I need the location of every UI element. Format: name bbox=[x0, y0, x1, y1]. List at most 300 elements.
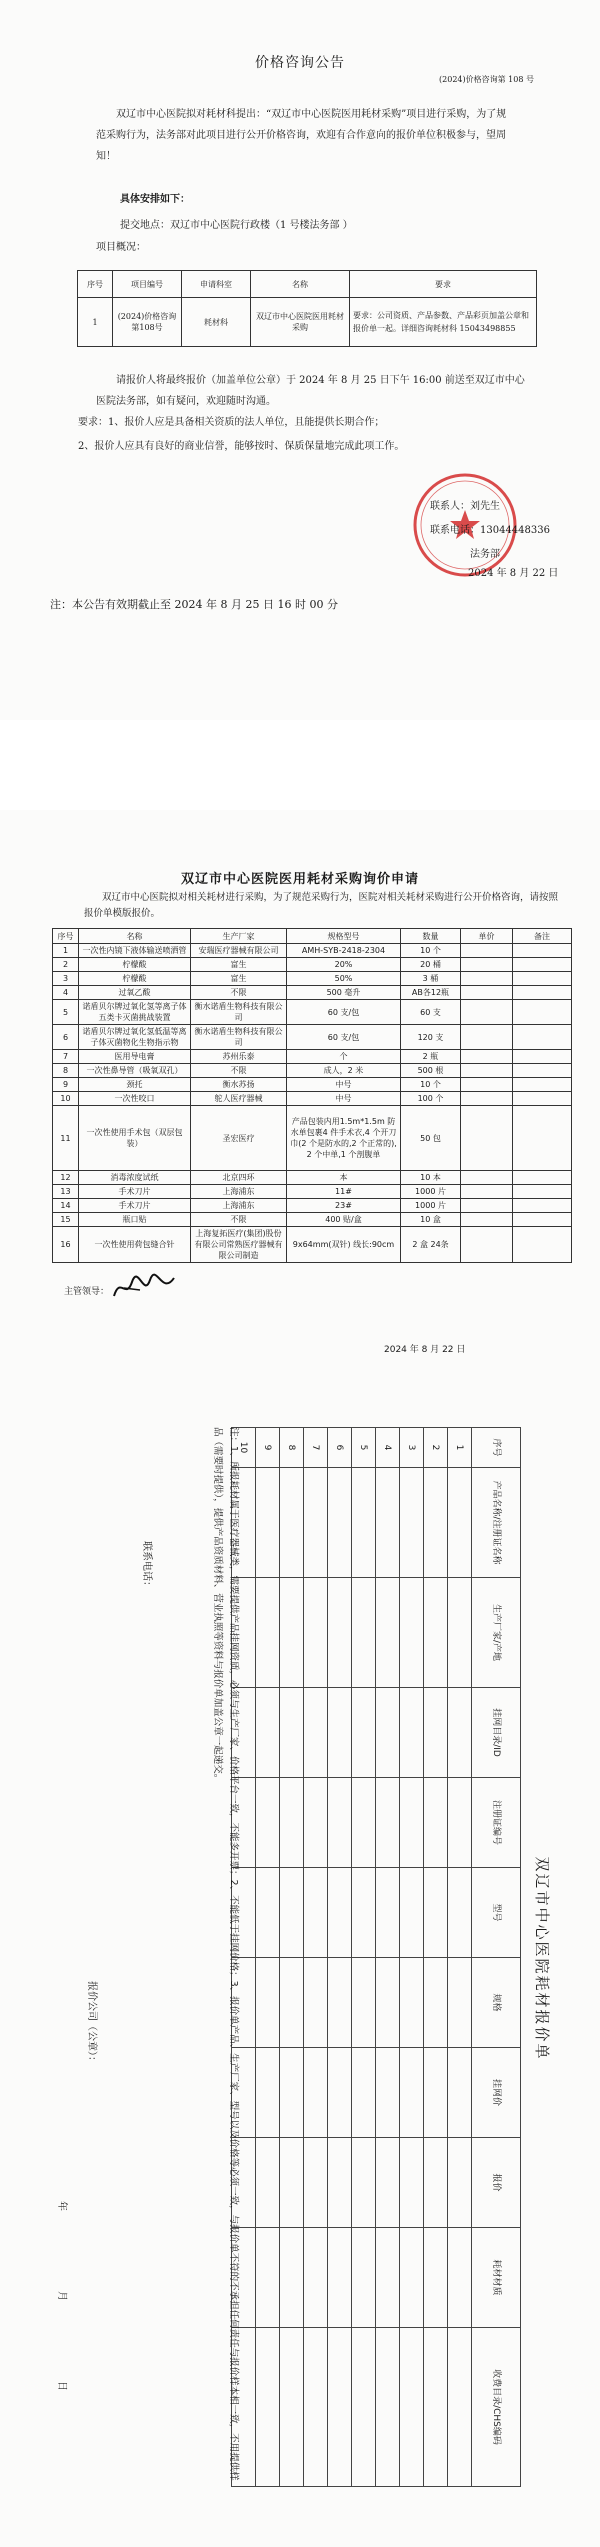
project-table bbox=[77, 270, 537, 347]
cell-empty bbox=[424, 1958, 448, 2048]
cell-no: 1 bbox=[53, 944, 79, 958]
cell-empty bbox=[304, 2048, 328, 2138]
table-row bbox=[53, 1171, 572, 1185]
cell-empty bbox=[376, 1688, 400, 1778]
cell-qty: 10 个 bbox=[401, 944, 461, 958]
cell-name: 一次性内镜下液体输送喷洒管 bbox=[79, 944, 191, 958]
header-cell: 备注 bbox=[513, 929, 572, 944]
cell-maker: 不限 bbox=[191, 986, 287, 1000]
cell-note bbox=[513, 1185, 572, 1199]
cell-empty bbox=[352, 2228, 376, 2328]
cell-no: 14 bbox=[53, 1199, 79, 1213]
cell-empty bbox=[376, 1778, 400, 1868]
inquiry-table bbox=[52, 928, 572, 1263]
cell-price bbox=[461, 1171, 513, 1185]
cell-price bbox=[461, 1050, 513, 1064]
cell-name: 诺盾贝尔牌过氧化氢低温等离子体灭菌物化生物指示物 bbox=[79, 1025, 191, 1050]
table-row bbox=[53, 986, 572, 1000]
cell-qty: 10 本 bbox=[401, 1171, 461, 1185]
cell-price bbox=[461, 1106, 513, 1171]
cell-empty bbox=[400, 2138, 424, 2228]
cell-empty bbox=[328, 1578, 352, 1688]
cell-maker: 富生 bbox=[191, 958, 287, 972]
cell-spec: 9x64mm(双针) 线长:90cm bbox=[287, 1227, 401, 1263]
cell-name: 颈托 bbox=[79, 1078, 191, 1092]
table-row bbox=[53, 1106, 572, 1171]
cell-empty bbox=[376, 2228, 400, 2328]
cell-qty: 1000 片 bbox=[401, 1199, 461, 1213]
cell-empty bbox=[352, 1958, 376, 2048]
header-cell: 报价 bbox=[472, 2138, 521, 2228]
cell-requirement: 要求：公司资质、产品参数、产品彩页加盖公章和报价单一起。详细咨询耗材科 15043498855 bbox=[350, 298, 537, 347]
cell-empty bbox=[448, 1778, 472, 1868]
submission-address: 提交地点：双辽市中心医院行政楼（1 号楼法务部 ） bbox=[120, 220, 353, 231]
cell-note bbox=[513, 1106, 572, 1171]
cell-note bbox=[513, 1050, 572, 1064]
header-cell: 注册证编号 bbox=[472, 1778, 521, 1868]
table-row bbox=[53, 1000, 572, 1025]
header-cell: 项目编号 bbox=[113, 271, 182, 298]
table-row bbox=[53, 1050, 572, 1064]
cell-spec: 中号 bbox=[287, 1078, 401, 1092]
cell-empty bbox=[280, 1688, 304, 1778]
cell-empty bbox=[328, 2228, 352, 2328]
cell-empty bbox=[400, 1578, 424, 1688]
cell-empty bbox=[376, 2138, 400, 2228]
cell-spec: 60 支/包 bbox=[287, 1000, 401, 1025]
cell-empty bbox=[256, 1778, 280, 1868]
cell-spec: AMH-SYB-2418-2304 bbox=[287, 944, 401, 958]
cell-empty bbox=[424, 1778, 448, 1868]
cell-spec: 本 bbox=[287, 1171, 401, 1185]
cell-empty bbox=[376, 1578, 400, 1688]
cell-empty bbox=[400, 2048, 424, 2138]
cell-empty bbox=[304, 2328, 328, 2487]
cell-name: 一次性使用荷包缝合针 bbox=[79, 1227, 191, 1263]
day-label: 日 bbox=[56, 2381, 67, 2391]
header-cell: 规格型号 bbox=[287, 929, 401, 944]
cell-empty bbox=[376, 2048, 400, 2138]
cell-empty bbox=[304, 1578, 328, 1688]
table-row bbox=[53, 1213, 572, 1227]
cell-price bbox=[461, 1213, 513, 1227]
cell-spec: 个 bbox=[287, 1050, 401, 1064]
cell-empty bbox=[448, 1958, 472, 2048]
cell-empty bbox=[328, 2328, 352, 2487]
leader-label: 主管领导： bbox=[64, 1287, 110, 1297]
cell-no: 15 bbox=[53, 1213, 79, 1227]
contact-phone: 联系电话：13044448336 bbox=[430, 525, 550, 536]
cell-empty bbox=[352, 2138, 376, 2228]
cell-maker: 衡水诺盾生物科技有限公司 bbox=[191, 1025, 287, 1050]
inquiry-intro: 双辽市中心医院拟对相关耗材进行采购，为了规范采购行为，医院对相关耗材采购进行公开价格咨询，请按照报价单模版报价。 bbox=[84, 892, 559, 919]
cell-empty bbox=[400, 1868, 424, 1958]
cell-empty bbox=[328, 1958, 352, 2048]
inquiry-title: 双辽市中心医院医用耗材采购询价申请 bbox=[180, 872, 419, 887]
cell-empty bbox=[256, 1688, 280, 1778]
cell-spec: 23# bbox=[287, 1199, 401, 1213]
cell-maker: 上海复拓医疗(集团)股份有限公司常熟医疗器械有限公司制造 bbox=[191, 1227, 287, 1263]
table-row bbox=[304, 1428, 328, 2487]
cell-empty bbox=[256, 2048, 280, 2138]
cell-no: 1 bbox=[448, 1428, 472, 1468]
cell-qty: 3 桶 bbox=[401, 972, 461, 986]
cell-price bbox=[461, 1092, 513, 1106]
cell-price bbox=[461, 958, 513, 972]
cell-note bbox=[513, 1227, 572, 1263]
notice-ref: (2024)价格咨询第 108 号 bbox=[439, 75, 534, 84]
cell-price bbox=[461, 1227, 513, 1263]
cell-empty bbox=[280, 2048, 304, 2138]
cell-spec: 20% bbox=[287, 958, 401, 972]
header-cell: 规格 bbox=[472, 1958, 521, 2048]
cell-note bbox=[513, 1078, 572, 1092]
table-row bbox=[53, 958, 572, 972]
cell-empty bbox=[328, 1688, 352, 1778]
cell-empty bbox=[400, 1958, 424, 2048]
cell-no: 16 bbox=[53, 1227, 79, 1263]
cell-empty bbox=[280, 1468, 304, 1578]
table-row bbox=[53, 972, 572, 986]
cell-no: 8 bbox=[280, 1428, 304, 1468]
cell-empty bbox=[256, 2138, 280, 2228]
table-row bbox=[376, 1428, 400, 2487]
cell-no: 3 bbox=[400, 1428, 424, 1468]
cell-no: 7 bbox=[53, 1050, 79, 1064]
cell-empty bbox=[424, 1468, 448, 1578]
cell-empty bbox=[256, 1958, 280, 2048]
cell-empty bbox=[328, 2048, 352, 2138]
cell-note bbox=[513, 944, 572, 958]
cell-qty: 500 根 bbox=[401, 1064, 461, 1078]
cell-no: 8 bbox=[53, 1064, 79, 1078]
cell-no: 5 bbox=[352, 1428, 376, 1468]
cell-empty bbox=[400, 2328, 424, 2487]
header-cell: 挂网价 bbox=[472, 2048, 521, 2138]
cell-empty bbox=[424, 1578, 448, 1688]
cell-maker: 圣宏医疗 bbox=[191, 1106, 287, 1171]
cell-maker: 鸵人医疗器械 bbox=[191, 1092, 287, 1106]
table-row bbox=[328, 1428, 352, 2487]
cell-empty bbox=[448, 2138, 472, 2228]
inquiry-table-header bbox=[53, 929, 572, 944]
cell-empty bbox=[304, 1688, 328, 1778]
cell-name: 柠檬酸 bbox=[79, 958, 191, 972]
cell-name: 过氧乙酸 bbox=[79, 986, 191, 1000]
header-cell: 名称 bbox=[79, 929, 191, 944]
cell-empty bbox=[448, 1578, 472, 1688]
cell-dept: 耗材科 bbox=[182, 298, 251, 347]
cell-spec: 产品包装内用1.5m*1.5m 防水单包裹4 件手术衣,4 个开刀巾(2 个是防水的,2 个正常的),2 个中单,1 个剖腹单 bbox=[287, 1106, 401, 1171]
price-form-page bbox=[0, 1370, 600, 2547]
cell-empty bbox=[352, 1778, 376, 1868]
cell-empty bbox=[304, 1778, 328, 1868]
table-row bbox=[53, 1064, 572, 1078]
cell-price bbox=[461, 1064, 513, 1078]
cell-empty bbox=[280, 2328, 304, 2487]
cell-empty bbox=[448, 2328, 472, 2487]
cell-spec: 400 贴/盒 bbox=[287, 1213, 401, 1227]
cell-maker: 北京四环 bbox=[191, 1171, 287, 1185]
cell-name: 医用导电膏 bbox=[79, 1050, 191, 1064]
cell-spec: 60 支/包 bbox=[287, 1025, 401, 1050]
header-cell: 挂网目录/ID bbox=[472, 1688, 521, 1778]
cell-empty bbox=[376, 1868, 400, 1958]
cell-empty bbox=[256, 1468, 280, 1578]
notice-date: 2024 年 8 月 22 日 bbox=[468, 568, 559, 579]
cell-maker: 苏州乐泰 bbox=[191, 1050, 287, 1064]
notice-page bbox=[0, 0, 600, 720]
cell-name: 一次性使用手术包（双层包装） bbox=[79, 1106, 191, 1171]
contact-person: 联系人：刘先生 bbox=[430, 501, 500, 512]
cell-empty bbox=[304, 1868, 328, 1958]
cell-no: 10 bbox=[232, 1428, 256, 1468]
cell-empty bbox=[304, 2228, 328, 2328]
cell-qty: 10 盒 bbox=[401, 1213, 461, 1227]
cell-no: 4 bbox=[376, 1428, 400, 1468]
cell-empty bbox=[352, 1688, 376, 1778]
cell-empty bbox=[328, 1468, 352, 1578]
cell-name: 手术刀片 bbox=[79, 1199, 191, 1213]
table-row bbox=[424, 1428, 448, 2487]
header-cell: 单价 bbox=[461, 929, 513, 944]
price-form-header bbox=[472, 1428, 521, 2487]
table-row bbox=[53, 1025, 572, 1050]
cell-name: 手术刀片 bbox=[79, 1185, 191, 1199]
cell-maker: 衡水诺盾生物科技有限公司 bbox=[191, 1000, 287, 1025]
cell-empty bbox=[304, 1468, 328, 1578]
cell-name: 一次性鼻导管（吸氧双孔） bbox=[79, 1064, 191, 1078]
header-cell: 生产厂家 bbox=[191, 929, 287, 944]
cell-empty bbox=[352, 2328, 376, 2487]
cell-no: 12 bbox=[53, 1171, 79, 1185]
cell-empty bbox=[424, 1868, 448, 1958]
cell-name: 消毒浓度试纸 bbox=[79, 1171, 191, 1185]
cell-empty bbox=[400, 1468, 424, 1578]
items-heading: 项目概况： bbox=[96, 242, 146, 253]
header-cell: 生产厂家/产地 bbox=[472, 1578, 521, 1688]
cell-empty bbox=[280, 2138, 304, 2228]
dept-signature: 法务部 bbox=[470, 549, 500, 560]
cell-name: 柠檬酸 bbox=[79, 972, 191, 986]
cell-qty: AB各12瓶 bbox=[401, 986, 461, 1000]
table-row bbox=[448, 1428, 472, 2487]
cell-price bbox=[461, 1199, 513, 1213]
table-row bbox=[53, 1227, 572, 1263]
cell-empty bbox=[280, 1958, 304, 2048]
cell-empty bbox=[376, 1958, 400, 2048]
cell-empty bbox=[352, 1578, 376, 1688]
header-cell: 耗材材质 bbox=[472, 2228, 521, 2328]
cell-empty bbox=[400, 1688, 424, 1778]
cell-empty bbox=[376, 1468, 400, 1578]
cell-empty bbox=[304, 2138, 328, 2228]
cell-no: 9 bbox=[256, 1428, 280, 1468]
cell-no: 9 bbox=[53, 1078, 79, 1092]
header-cell: 数量 bbox=[401, 929, 461, 944]
cell-no: 10 bbox=[53, 1092, 79, 1106]
cell-price bbox=[461, 972, 513, 986]
cell-empty bbox=[424, 1688, 448, 1778]
cell-empty bbox=[448, 1468, 472, 1578]
cell-qty: 100 个 bbox=[401, 1092, 461, 1106]
cell-empty bbox=[352, 1868, 376, 1958]
cell-price bbox=[461, 986, 513, 1000]
rotated-form bbox=[41, 1421, 561, 2496]
cell-empty bbox=[352, 1468, 376, 1578]
cell-maker: 不限 bbox=[191, 1064, 287, 1078]
notice-title: 价格咨询公告 bbox=[255, 55, 345, 71]
price-form-note: 注：1、所报耗材属于医疗器械类，需要提供产品挂网资质，必须与生产厂家、价格平台一致，不能多开票；2、不能低于挂网价格；3、报价单产品、生产厂家、型号以及价格等必须一致，与报价单不符的不承担任何责任与报价样本相一致，不用提供样品（需要时提供），提供产品资质材料、营业执照等资料与报价单加盖公章一起递交。 bbox=[212, 1427, 239, 2481]
cell-spec: 50% bbox=[287, 972, 401, 986]
cell-qty: 50 包 bbox=[401, 1106, 461, 1171]
cell-empty bbox=[256, 1578, 280, 1688]
cell-empty bbox=[256, 1868, 280, 1958]
table-row bbox=[53, 944, 572, 958]
cell-maker: 衡水苏扬 bbox=[191, 1078, 287, 1092]
cell-empty bbox=[400, 1778, 424, 1868]
contact-phone-label: 联系电话： bbox=[141, 1541, 152, 1591]
cell-empty bbox=[256, 2228, 280, 2328]
table-row bbox=[53, 1078, 572, 1092]
cell-note bbox=[513, 1000, 572, 1025]
cell-note bbox=[513, 1213, 572, 1227]
table-row bbox=[78, 298, 537, 347]
price-form-table bbox=[231, 1427, 521, 2487]
month-label: 月 bbox=[56, 2291, 67, 2301]
cell-price bbox=[461, 944, 513, 958]
cell-code: (2024)价格咨询第108号 bbox=[113, 298, 182, 347]
table-row bbox=[53, 1185, 572, 1199]
cell-price bbox=[461, 1185, 513, 1199]
cell-empty bbox=[448, 2048, 472, 2138]
cell-qty: 2 盒 24条 bbox=[401, 1227, 461, 1263]
cell-empty bbox=[256, 2328, 280, 2487]
cell-no: 11 bbox=[53, 1106, 79, 1171]
table-row bbox=[53, 1199, 572, 1213]
project-table-header bbox=[78, 271, 537, 298]
cell-empty bbox=[328, 1868, 352, 1958]
year-label: 年 bbox=[56, 2201, 67, 2211]
cell-empty bbox=[280, 1868, 304, 1958]
leader-signature bbox=[110, 1272, 180, 1302]
cell-note bbox=[513, 1064, 572, 1078]
deadline-text: 请报价人将最终报价（加盖单位公章）于 2024 年 8 月 25 日下午 16:00 前送至双辽市中心医院法务部，如有疑问，欢迎随时沟通。 bbox=[96, 375, 525, 407]
cell-price bbox=[461, 1078, 513, 1092]
cell-empty bbox=[424, 2138, 448, 2228]
cell-empty bbox=[424, 2048, 448, 2138]
cell-no: 1 bbox=[78, 298, 113, 347]
page-gap bbox=[0, 720, 600, 810]
cell-no: 4 bbox=[53, 986, 79, 1000]
cell-maker: 不限 bbox=[191, 1213, 287, 1227]
notice-intro: 双辽市中心医院拟对耗材科提出：“双辽市中心医院医用耗材采购”项目进行采购，为了规范采购行为，法务部对此项目进行公开价格咨询，欢迎有合作意向的报价单位积极参与，望周知！ bbox=[96, 109, 507, 162]
header-cell: 名称 bbox=[251, 271, 350, 298]
cell-empty bbox=[328, 1778, 352, 1868]
cell-no: 5 bbox=[53, 1000, 79, 1025]
cell-no: 2 bbox=[53, 958, 79, 972]
requirement-2: 2、报价人应具有良好的商业信誉，能够按时、保质保量地完成此项工作。 bbox=[78, 441, 405, 452]
cell-empty bbox=[448, 2228, 472, 2328]
cell-empty bbox=[280, 2228, 304, 2328]
header-cell: 收费目录/CHS编码 bbox=[472, 2328, 521, 2487]
cell-empty bbox=[424, 2328, 448, 2487]
cell-empty bbox=[448, 1868, 472, 1958]
header-cell: 申请科室 bbox=[182, 271, 251, 298]
cell-empty bbox=[400, 2228, 424, 2328]
cell-empty bbox=[448, 1688, 472, 1778]
cell-spec: 成人，2 米 bbox=[287, 1064, 401, 1078]
cell-name: 一次性咬口 bbox=[79, 1092, 191, 1106]
header-cell: 序号 bbox=[53, 929, 79, 944]
cell-note bbox=[513, 1199, 572, 1213]
cell-empty bbox=[280, 1778, 304, 1868]
requirement-1: 要求：1、报价人应是具备相关资质的法人单位，且能提供长期合作； bbox=[78, 417, 385, 428]
cell-qty: 60 支 bbox=[401, 1000, 461, 1025]
cell-spec: 11# bbox=[287, 1185, 401, 1199]
cell-maker: 上海浦东 bbox=[191, 1199, 287, 1213]
cell-note bbox=[513, 972, 572, 986]
company-seal-label: 报价公司（公章）： bbox=[86, 1981, 97, 2066]
table-row bbox=[400, 1428, 424, 2487]
cell-empty bbox=[304, 1958, 328, 2048]
cell-no: 13 bbox=[53, 1185, 79, 1199]
cell-qty: 1000 片 bbox=[401, 1185, 461, 1199]
cell-qty: 2 瓶 bbox=[401, 1050, 461, 1064]
cell-name: 瓶口贴 bbox=[79, 1213, 191, 1227]
cell-empty bbox=[352, 2048, 376, 2138]
table-row bbox=[256, 1428, 280, 2487]
header-cell: 序号 bbox=[78, 271, 113, 298]
cell-note bbox=[513, 986, 572, 1000]
cell-spec: 中号 bbox=[287, 1092, 401, 1106]
cell-no: 3 bbox=[53, 972, 79, 986]
header-cell: 型号 bbox=[472, 1868, 521, 1958]
table-row bbox=[352, 1428, 376, 2487]
cell-spec: 500 毫升 bbox=[287, 986, 401, 1000]
cell-price bbox=[461, 1000, 513, 1025]
cell-maker: 上海浦东 bbox=[191, 1185, 287, 1199]
cell-name: 诺盾贝尔牌过氧化氢等离子体五类卡灭菌挑战装置 bbox=[79, 1000, 191, 1025]
cell-note bbox=[513, 1025, 572, 1050]
cell-qty: 10 个 bbox=[401, 1078, 461, 1092]
cell-name: 双辽市中心医院医用耗材采购 bbox=[251, 298, 350, 347]
table-row bbox=[280, 1428, 304, 2487]
table-row bbox=[53, 1092, 572, 1106]
inquiry-date: 2024 年 8 月 22 日 bbox=[384, 1345, 466, 1355]
cell-no: 6 bbox=[328, 1428, 352, 1468]
cell-qty: 20 桶 bbox=[401, 958, 461, 972]
cell-qty: 120 支 bbox=[401, 1025, 461, 1050]
cell-empty bbox=[280, 1578, 304, 1688]
cell-no: 2 bbox=[424, 1428, 448, 1468]
cell-no: 7 bbox=[304, 1428, 328, 1468]
header-cell: 产品名称/注册证名称 bbox=[472, 1468, 521, 1578]
arrangement-heading: 具体安排如下： bbox=[120, 194, 190, 205]
cell-note bbox=[513, 958, 572, 972]
validity-note: 注：本公告有效期截止至 2024 年 8 月 25 日 16 时 00 分 bbox=[50, 598, 338, 611]
header-cell: 序号 bbox=[472, 1428, 521, 1468]
cell-note bbox=[513, 1171, 572, 1185]
cell-maker: 安瑞医疗器械有限公司 bbox=[191, 944, 287, 958]
cell-no: 6 bbox=[53, 1025, 79, 1050]
price-form-title: 双辽市中心医院耗材报价单 bbox=[533, 1856, 551, 2061]
cell-note bbox=[513, 1092, 572, 1106]
inquiry-page bbox=[0, 810, 600, 1370]
cell-empty bbox=[328, 2138, 352, 2228]
cell-price bbox=[461, 1025, 513, 1050]
header-cell: 要求 bbox=[350, 271, 537, 298]
